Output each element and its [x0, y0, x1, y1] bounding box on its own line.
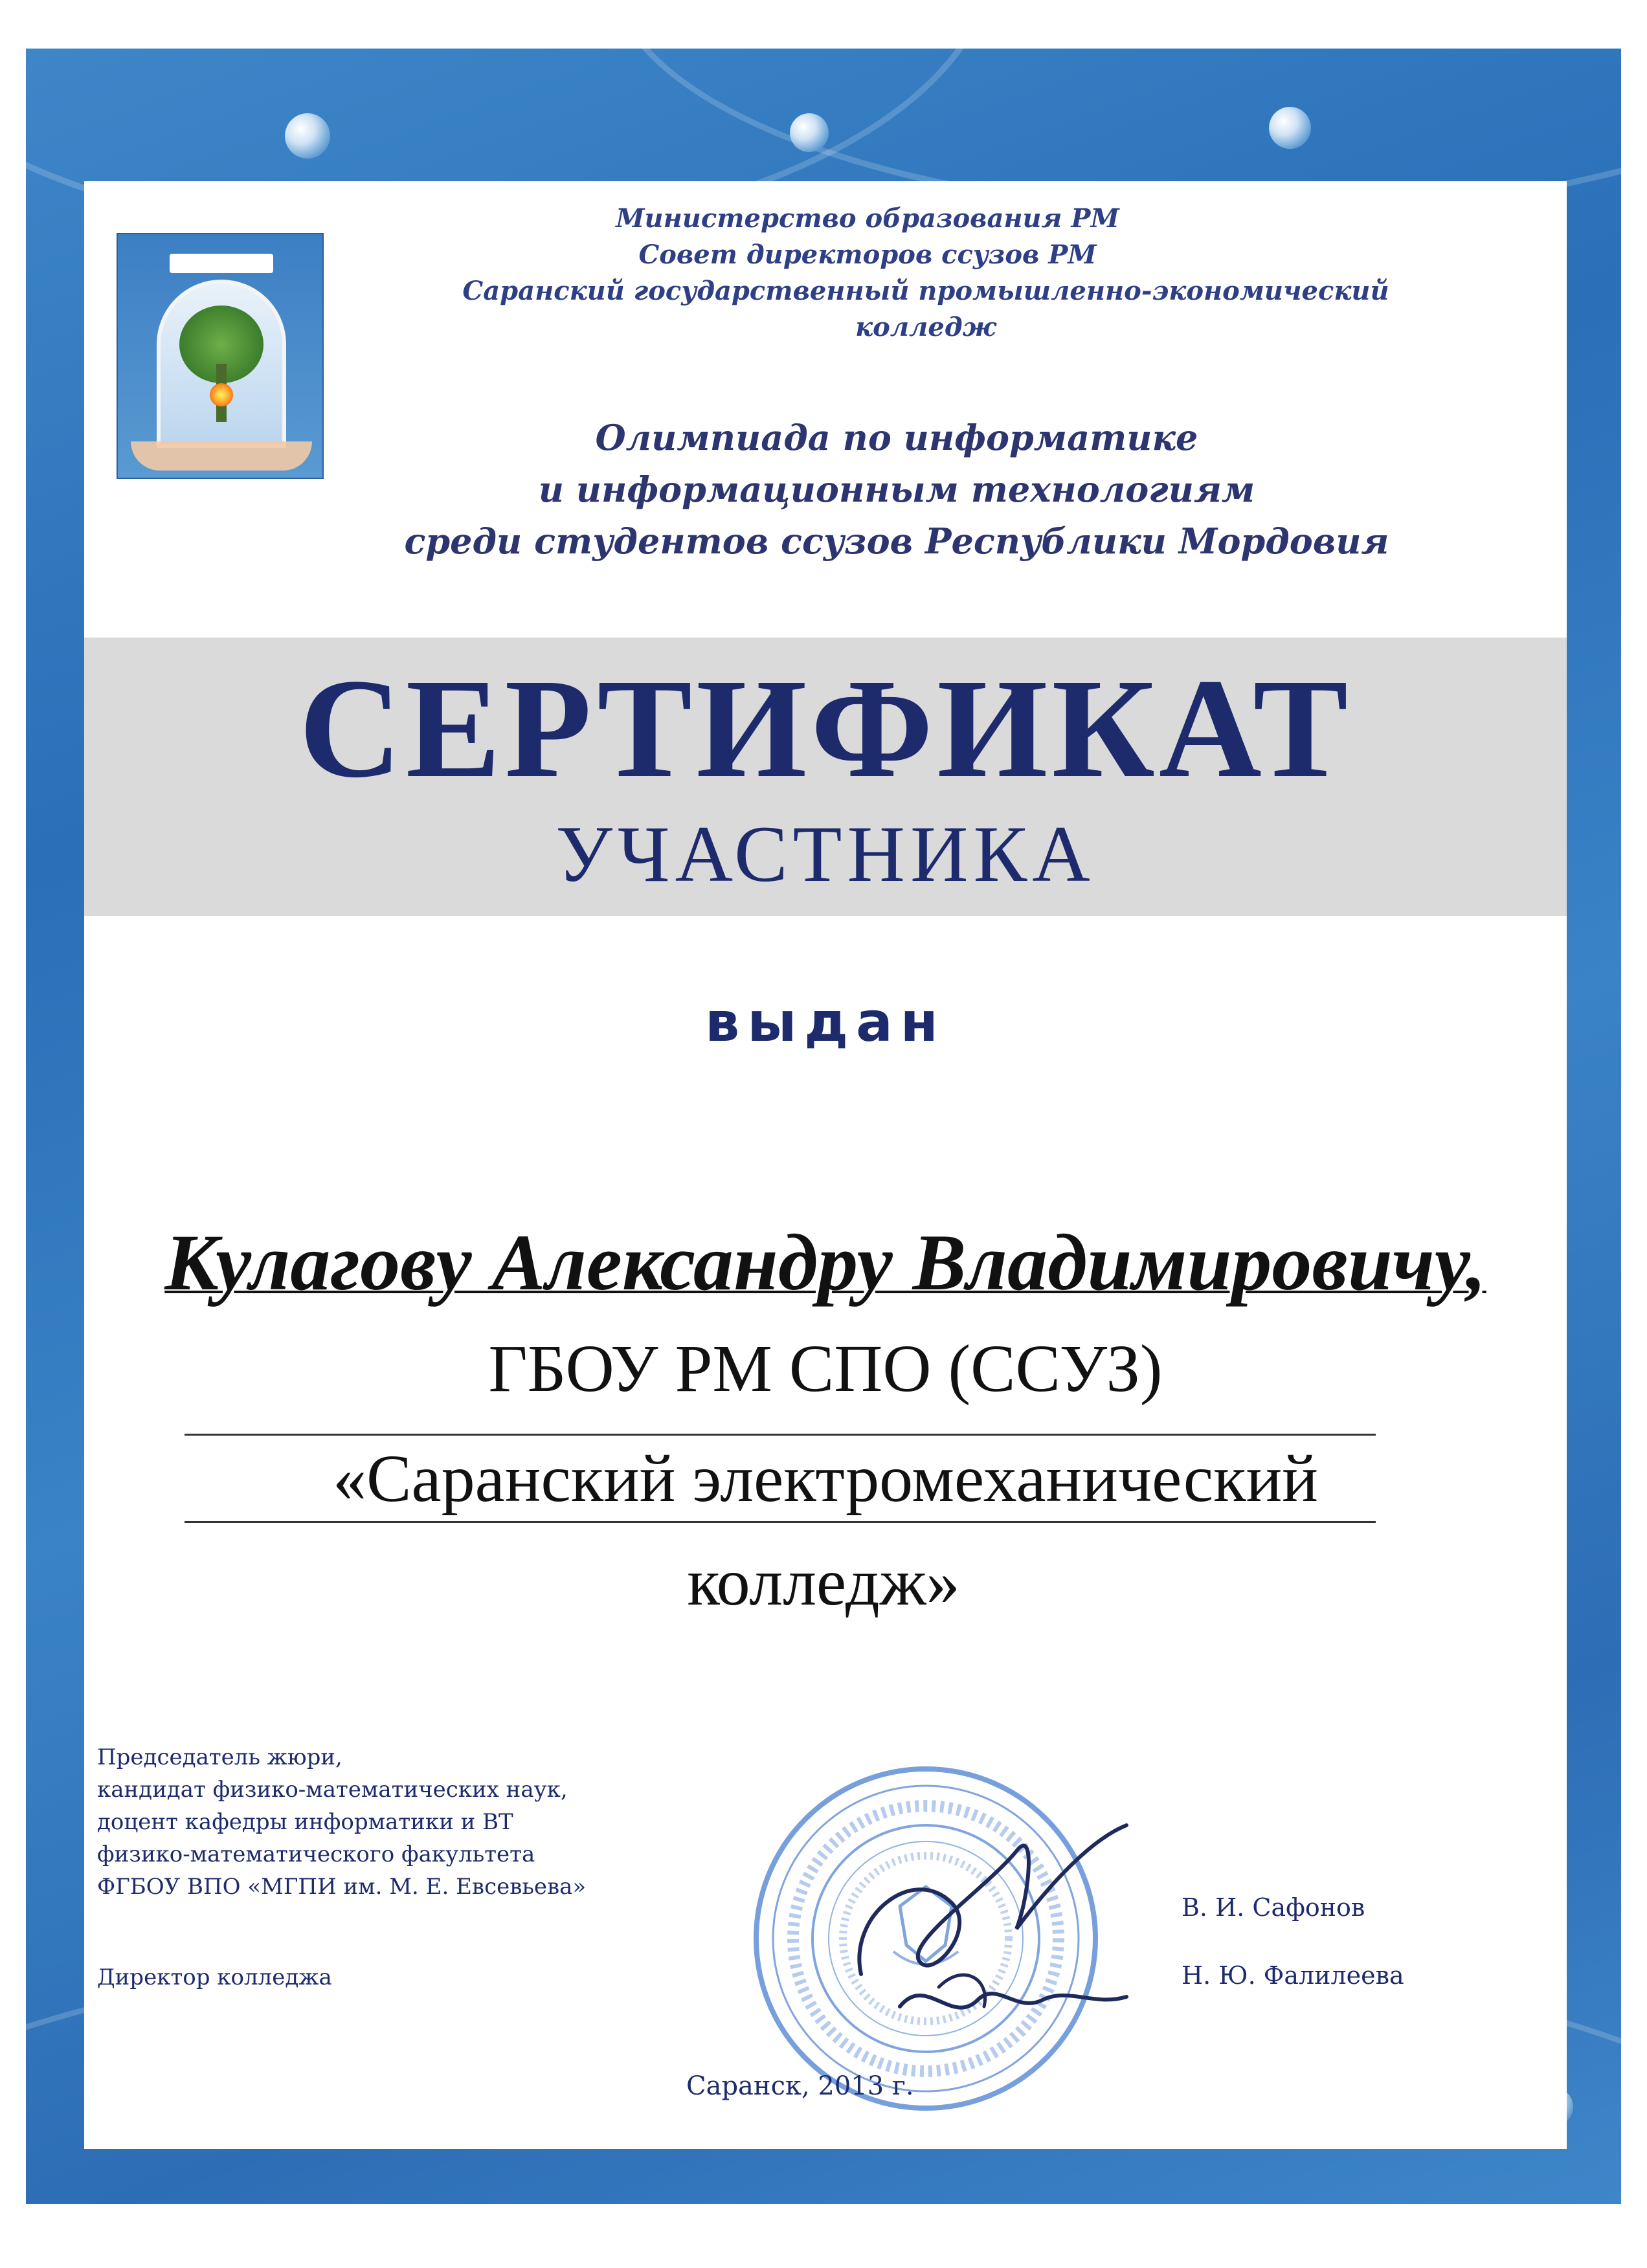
header-council: Совет директоров ссузов РМ [638, 239, 1097, 270]
recipient-name: Кулагову Александру Владимировичу, [164, 1218, 1486, 1307]
recipient-org-line-1: ГБОУ РМ СПО (ССУЗ) [488, 1331, 1163, 1406]
divider-line [185, 1434, 1376, 1436]
jury-title-line: Председатель жюри, [97, 1744, 342, 1770]
olympiad-line-2: и информационным технологиям [538, 469, 1255, 510]
place-date: Саранск, 2013 г. [686, 2071, 914, 2101]
jury-title-line: кандидат физико-математических наук, [97, 1777, 568, 1803]
issued-label: выдан [705, 990, 946, 1054]
recipient-org-line-2: «Саранский электромеханический [333, 1441, 1318, 1516]
college-logo [117, 233, 324, 479]
handwritten-signature [822, 1812, 1159, 2032]
flame-icon [210, 383, 233, 406]
frame-orb [285, 113, 330, 159]
certificate-title: СЕРТИФИКАТ [298, 649, 1352, 807]
jury-chairman-name: В. И. Сафонов [1182, 1893, 1365, 1922]
jury-chairman-title [97, 1741, 745, 1903]
logo-caption-plate [170, 254, 273, 273]
director-title: Директор колледжа [97, 1964, 332, 1990]
director-name: Н. Ю. Фалилеева [1182, 1961, 1404, 1990]
divider-line [185, 1521, 1376, 1523]
jury-title-line: ФГБОУ ВПО «МГПИ им. М. Е. Евсевьева» [97, 1874, 587, 1900]
header-ministry: Министерство образования РМ [616, 203, 1119, 234]
certificate-subtitle: УЧАСТНИКА [555, 810, 1095, 898]
frame-orb [1269, 107, 1311, 149]
frame-orb [790, 113, 829, 152]
jury-title-line: физико-математического факультета [97, 1841, 535, 1867]
olympiad-line-3: среди студентов ссузов Республики Мордовия [404, 520, 1389, 562]
jury-title-line: доцент кафедры информатики и ВТ [97, 1809, 513, 1835]
hands-icon [131, 441, 312, 471]
header-college: Саранский государственный промышленно-экономический колледж [462, 276, 1389, 342]
olympiad-line-1: Олимпиада по информатике [595, 417, 1198, 458]
recipient-org-line-3: колледж» [687, 1545, 960, 1619]
